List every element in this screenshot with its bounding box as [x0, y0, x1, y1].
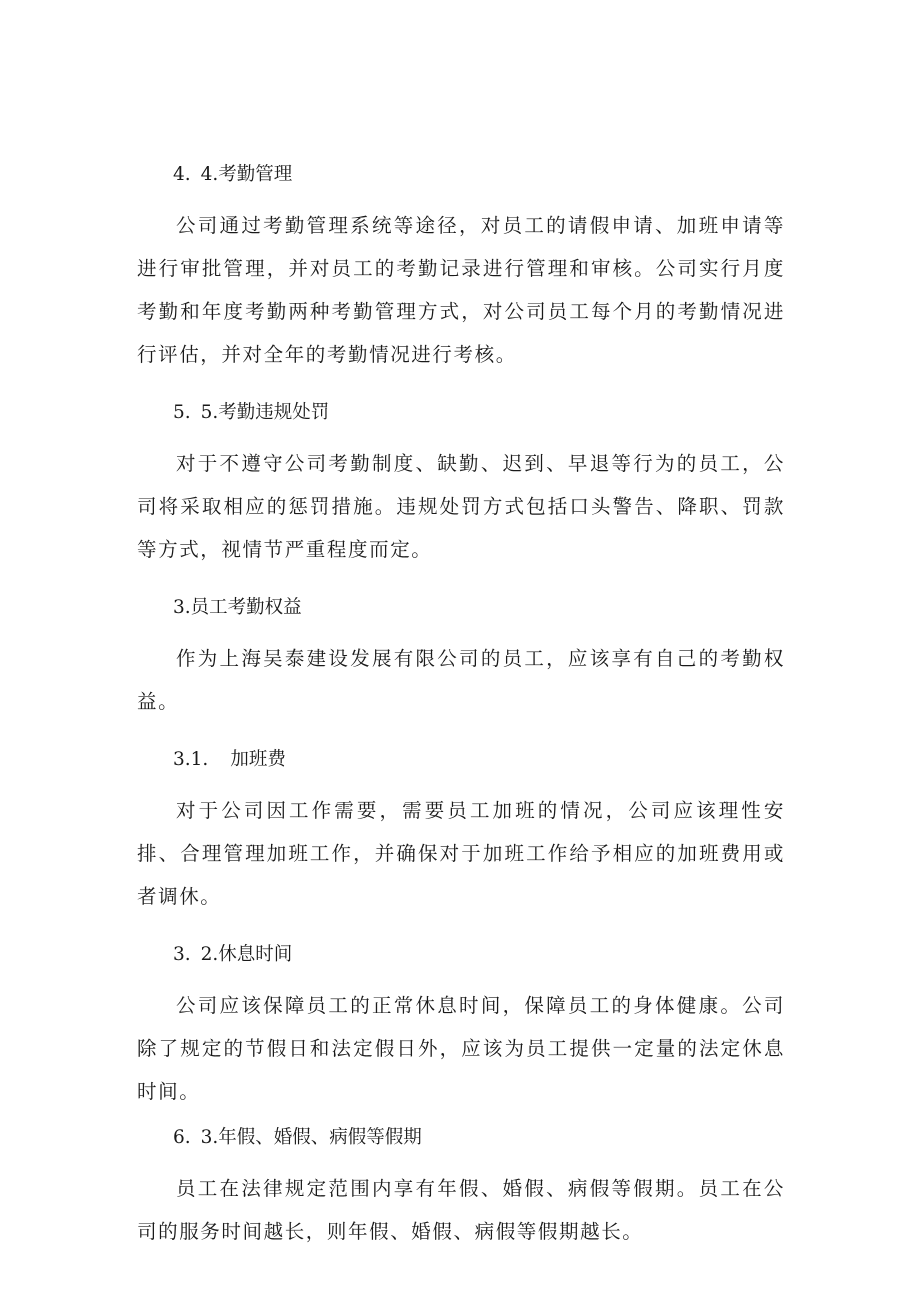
- section-title: 2.休息时间: [200, 944, 293, 965]
- section-heading-leave: [137, 1121, 785, 1155]
- section-number: 3.1.: [173, 749, 209, 770]
- section-number: 3.: [173, 944, 191, 965]
- section-body-attendance-management: 公司通过考勤管理系统等途径，对员工的请假申请、加班申请等进行审批管理，并对员工的考勤记录进行管理和审核。公司实行月度考勤和年度考勤两种考勤管理方式，对公司员工每个月的考勤情况进行评估，并对全年的考勤情况进行考核。: [137, 214, 785, 366]
- section-title: 3.年假、婚假、病假等假期: [200, 1127, 422, 1148]
- section-number: 5.: [173, 402, 191, 423]
- section-number: 4.: [173, 164, 191, 185]
- section-title: 4.考勤管理: [200, 164, 293, 185]
- section-heading-employee-rights: [137, 591, 785, 625]
- section-heading-attendance-management: [137, 158, 785, 192]
- section-heading-violation-penalty: [137, 396, 785, 430]
- section-body-leave: 员工在法律规定范围内享有年假、婚假、病假等假期。员工在公司的服务时间越长，则年假、婚假、病假等假期越长。: [137, 1177, 785, 1243]
- section-heading-overtime-pay: [137, 743, 785, 777]
- section-body-rest-time: 公司应该保障员工的正常休息时间，保障员工的身体健康。公司除了规定的节假日和法定假日外，应该为员工提供一定量的法定休息时间。: [137, 994, 785, 1103]
- section-title: 3.员工考勤权益: [173, 597, 302, 618]
- section-heading-rest-time: [137, 938, 785, 972]
- section-title: 5.考勤违规处罚: [200, 402, 330, 423]
- section-number: 6.: [173, 1127, 191, 1148]
- section-body-employee-rights: 作为上海吴泰建设发展有限公司的员工，应该享有自己的考勤权益。: [137, 647, 785, 713]
- section-body-violation-penalty: 对于不遵守公司考勤制度、缺勤、迟到、早退等行为的员工，公司将采取相应的惩罚措施。违规处罚方式包括口头警告、降职、罚款等方式，视情节严重程度而定。: [137, 452, 785, 561]
- section-body-overtime-pay: 对于公司因工作需要，需要员工加班的情况，公司应该理性安排、合理管理加班工作，并确保对于加班工作给予相应的加班费用或者调休。: [137, 799, 785, 908]
- document-content: [137, 158, 785, 1273]
- section-title: 加班费: [230, 749, 286, 770]
